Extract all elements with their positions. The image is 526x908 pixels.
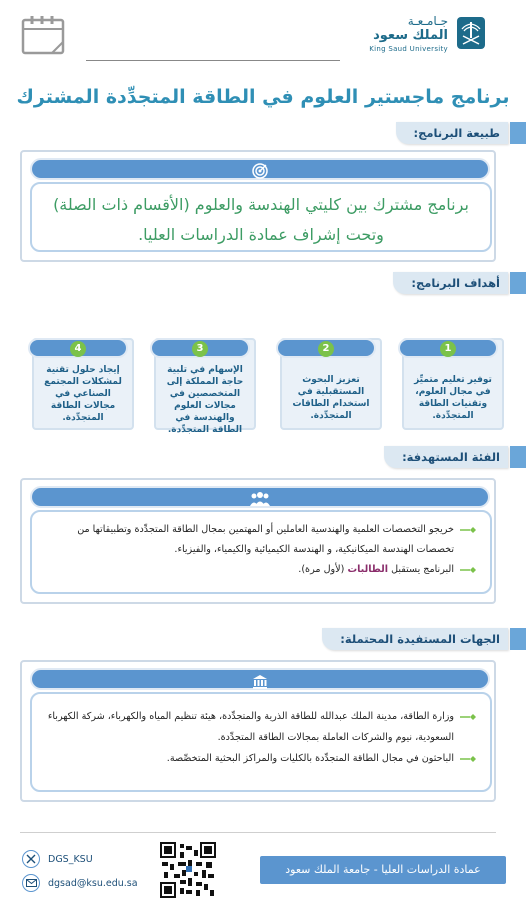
nature-text: برنامج مشترك بين كليتي الهندسة والعلوم (الأقسام ذات الصلة) وتحت إشراف عمادة الدراسات العليا.	[53, 195, 469, 244]
logo-en: King Saud University	[369, 45, 448, 53]
group-icon	[249, 490, 271, 508]
beneficiaries-inner	[30, 692, 492, 792]
section-heading-beneficiaries-text: الجهات المستفيدة المحتملة:	[340, 632, 500, 646]
list-item	[42, 560, 476, 580]
beneficiary-item-text: الباحثون في مجال الطاقة المتجدِّدة بالكليات والمراكز البحثية المتخصِّصة.	[166, 753, 454, 764]
page-title: برنامج ماجستير العلوم في الطاقة المتجدِّدة المشترك	[16, 86, 510, 108]
footer-divider	[20, 832, 496, 833]
goal-pill-1	[398, 338, 498, 358]
goal-pill-3	[150, 338, 250, 358]
goal-text-4: إيجاد حلول تقنية لمشكلات المجتمع الصناعي في مجالات الطاقة المتجدِّدة.	[44, 365, 122, 423]
target-item-pre: البرنامج يستقبل	[388, 564, 454, 575]
goal-pill-4	[28, 338, 128, 358]
section-heading-beneficiaries	[322, 628, 508, 650]
beneficiaries-list	[32, 694, 490, 777]
goal-text-1: توفير تعليم متميِّز في مجال العلوم، وتقنيات الطاقة المتجدِّدة.	[414, 375, 492, 421]
diamond-bullet-icon	[460, 748, 476, 769]
diamond-bullet-icon	[460, 560, 476, 580]
email-icon	[22, 874, 40, 892]
goal-number-2: 2	[318, 341, 334, 357]
header-divider	[86, 60, 340, 61]
x-twitter-icon	[22, 850, 40, 868]
goal-text-3: الإسهام في تلبية حاجة المملكة إلى المتخصصين في مجالات العلوم والهندسة في الطاقة المتجدِّدة.	[166, 365, 244, 435]
goal-number-4: 4	[70, 341, 86, 357]
diamond-bullet-icon	[460, 520, 476, 540]
target-icon	[251, 162, 269, 180]
diamond-bullet-icon	[460, 706, 476, 727]
twitter-contact[interactable]	[22, 850, 93, 868]
list-item	[42, 706, 476, 748]
target-list	[32, 512, 490, 588]
beneficiary-item-text: وزارة الطاقة، مدينة الملك عبدالله للطاقة الذرية والمتجدِّدة، هيئة تنظيم المياه والكهرباء، شركة الكهرباء السعودية، نيوم والشركات العاملة بمجالات الطاقة المتجدِّدة.	[47, 711, 454, 743]
deanship-label: عمادة الدراسات العليا - جامعة الملك سعود	[260, 856, 506, 884]
goal-pill-2	[276, 338, 376, 358]
twitter-handle: DGS_KSU	[48, 853, 93, 865]
goal-number-3: 3	[192, 341, 208, 357]
section-heading-target-text: الفئة المستهدفة:	[402, 450, 500, 464]
email-address: dgsad@ksu.edu.sa	[48, 877, 138, 889]
section-heading-nature-text: طبيعة البرنامج:	[413, 126, 500, 140]
building-icon	[251, 672, 269, 690]
logo-text	[369, 14, 448, 54]
nature-pill	[30, 158, 490, 180]
section-heading-nature	[396, 122, 508, 144]
goal-text-2: تعزيز البحوث المستقبلية في استخدام الطاقات المتجدِّدة.	[292, 375, 370, 421]
list-item	[42, 520, 476, 560]
ksu-palm-swords-logo	[456, 16, 486, 50]
ksu-logo	[326, 12, 486, 58]
section-heading-goals	[393, 272, 508, 294]
section-heading-goals-text: أهداف البرنامج:	[411, 276, 500, 290]
list-item	[42, 748, 476, 769]
section-accent-bar	[510, 272, 526, 294]
calendar-icon	[20, 14, 68, 56]
section-accent-bar	[510, 628, 526, 650]
email-contact[interactable]	[22, 874, 138, 892]
section-accent-bar	[510, 122, 526, 144]
logo-ar-line1: جـامـعـة	[407, 14, 448, 28]
nature-inner	[30, 182, 492, 252]
beneficiaries-pill	[30, 668, 490, 690]
target-item-highlight: الطالبات	[347, 564, 389, 575]
target-pill	[30, 486, 490, 508]
target-item-text	[298, 560, 454, 580]
section-heading-target	[384, 446, 508, 468]
qr-code[interactable]	[160, 842, 216, 898]
target-item-text: خريجو التخصصات العلمية والهندسية العاملين أو المهتمين بمجال الطاقة المتجدِّدة وتطبيقاتها من تخصصات الهندسة الميكانيكية، و الهندسة الكيميائية والكيمياء، والفيزياء.	[77, 524, 454, 555]
target-item-post: (لأول مرة).	[298, 564, 348, 575]
goal-number-1: 1	[440, 341, 456, 357]
logo-ar-line2: الملك سعود	[373, 28, 448, 43]
target-inner	[30, 510, 492, 594]
section-accent-bar	[510, 446, 526, 468]
